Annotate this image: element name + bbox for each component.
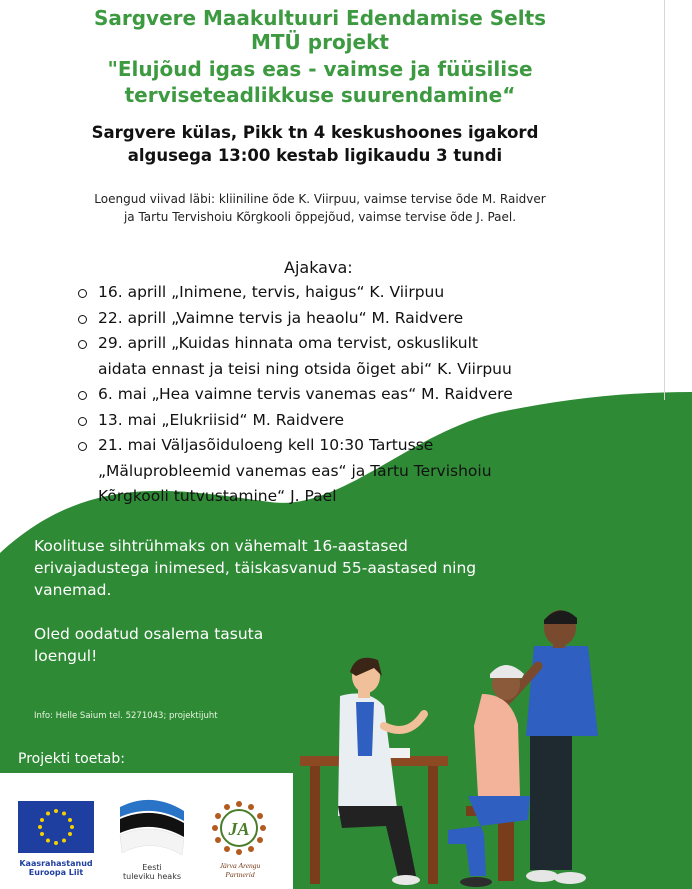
schedule-item-text: Kõrgkooli tutvustamine“ J. Pael <box>98 487 337 505</box>
page-edge-line <box>664 0 665 400</box>
schedule-item <box>76 280 636 306</box>
sponsors-title: Projekti toetab: <box>18 751 125 767</box>
schedule-item <box>76 331 636 382</box>
partner-caption-line2: Partnerid <box>225 870 255 879</box>
schedule-title: Ajakava: <box>284 258 353 277</box>
sponsor-logos <box>0 773 293 889</box>
partner-caption <box>204 861 276 879</box>
schedule-item <box>76 408 636 434</box>
target-line3: vanemad. <box>34 581 112 599</box>
target-line1: Koolituse sihtrühmaks on vähemalt 16-aastased <box>34 537 408 555</box>
schedule-item-text: 29. aprill „Kuidas hinnata oma tervist, oskuslikult <box>98 334 479 352</box>
estonia-caption-line1: Eesti <box>142 863 162 872</box>
doctor-patient-illustration <box>298 606 636 889</box>
partner-seal-text: JA <box>228 819 250 839</box>
schedule-item <box>76 382 636 408</box>
schedule-item-text: 22. aprill „Vaimne tervis ja heaolu“ M. Raidvere <box>98 308 464 327</box>
org-subtitle: MTÜ projekt <box>251 30 389 54</box>
location-line1: Sargvere külas, Pikk tn 4 keskushoones igakord <box>91 123 539 142</box>
lecturers-text <box>0 190 640 226</box>
eu-caption <box>10 859 102 877</box>
schedule-list <box>76 280 636 510</box>
estonian-flag-wave-icon <box>116 797 188 863</box>
estonia-caption <box>112 863 192 881</box>
project-title-line2: terviseteadlikkuse suurendamine“ <box>124 83 516 107</box>
lecturers-line2: ja Tartu Tervishoiu Kõrgkooli õppejõud, vaimse tervise õde J. Pael. <box>123 210 517 224</box>
org-title: Sargvere Maakultuuri Edendamise Selts <box>93 6 547 30</box>
location-line2: algusega 13:00 kestab ligikaudu 3 tundi <box>127 146 503 165</box>
project-title-line1: "Elujõud igas eas - vaimse ja füüsilise <box>107 57 533 81</box>
contact-info: Info: Helle Saium tel. 5271043; projektijuht <box>34 711 218 721</box>
eu-caption-line1: Kaasrahastanud <box>19 859 93 868</box>
schedule-item <box>76 306 636 332</box>
target-line2: erivajadustega inimesed, täiskasvanud 55-aastased ning <box>34 559 477 577</box>
schedule-item-text: 21. mai Väljasõiduloeng kell 10:30 Tartusse <box>98 436 434 454</box>
target-group-text <box>34 535 594 601</box>
schedule-item-text: aidata ennast ja teisi ning otsida õiget abi“ K. Viirpuu <box>98 359 512 378</box>
schedule-item-text: „Mäluprobleemid vanemas eas“ ja Tartu Tervishoiu <box>98 461 492 480</box>
lecturers-line1: Loengud viivad läbi: kliiniline õde K. Viirpuu, vaimse tervise õde M. Raidver <box>94 192 546 206</box>
welcome-line1: Oled oodatud osalema tasuta <box>34 625 264 643</box>
partner-caption-line1: Järva Arengu <box>219 861 261 870</box>
welcome-text <box>34 623 334 667</box>
partner-seal-icon <box>210 799 268 857</box>
eu-flag-icon <box>18 801 94 853</box>
schedule-item-text: 13. mai „Elukriisid“ M. Raidvere <box>98 410 345 429</box>
schedule-item-text: 6. mai „Hea vaimne tervis vanemas eas“ M. Raidvere <box>98 385 513 403</box>
eu-caption-line2: Euroopa Liit <box>28 868 84 877</box>
schedule-item <box>76 433 636 510</box>
estonia-caption-line2: tuleviku heaks <box>122 872 181 881</box>
schedule-item-text: 16. aprill „Inimene, tervis, haigus“ K. Viirpuu <box>98 283 445 301</box>
welcome-line2: loengul! <box>34 647 98 665</box>
